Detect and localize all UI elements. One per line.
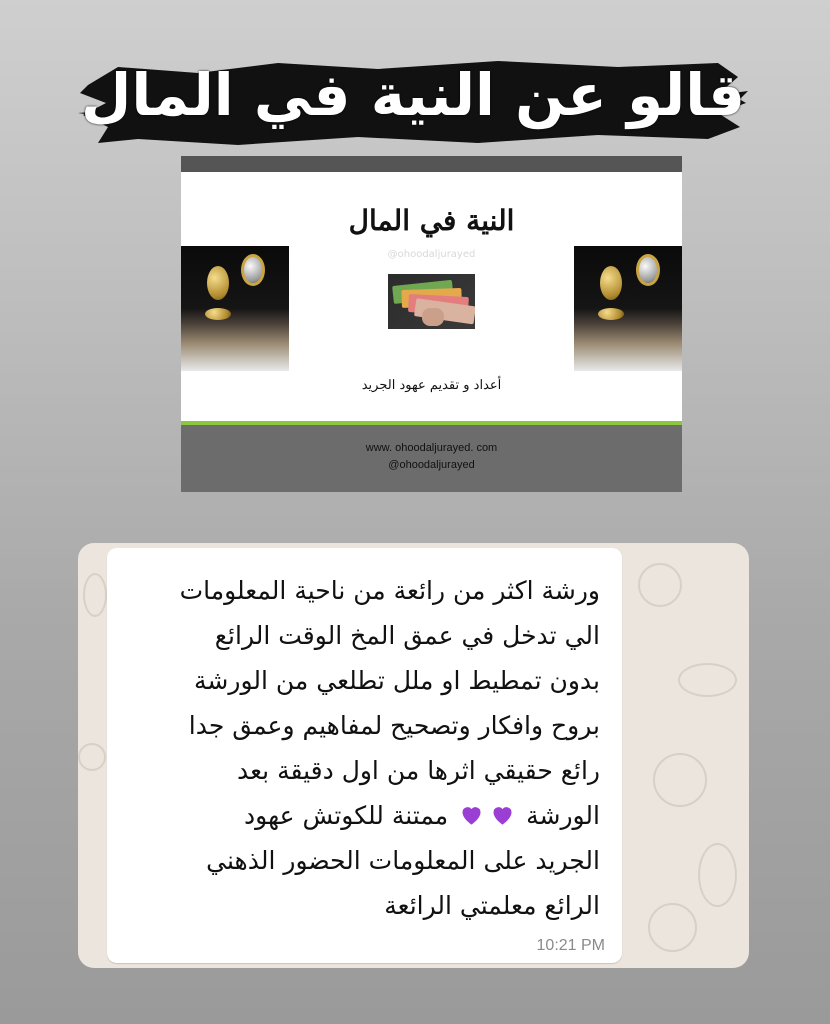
chat-screenshot (78, 543, 749, 968)
title-banner (78, 55, 748, 150)
message-line: الرائع معلمتي الرائعة (384, 891, 600, 920)
purple-heart-icon (489, 801, 516, 828)
message-bubble (107, 548, 622, 963)
message-line: الجريد على المعلومات الحضور الذهني (206, 846, 600, 875)
message-line: الورشة (526, 801, 600, 830)
message-line: ممتنة للكوتش عهود (244, 801, 449, 830)
purple-heart-icon (458, 801, 485, 828)
message-line: الي تدخل في عمق المخ الوقت الرائع (214, 621, 600, 650)
message-line-with-emoji (120, 793, 600, 838)
slide-handle: @ohoodaljurayed (388, 459, 475, 471)
page-title: قالو عن النية في المال (81, 61, 745, 129)
message-line: بدون تمطيط او ملل تطلعي من الورشة (194, 666, 600, 695)
money-image (388, 274, 475, 329)
message-timestamp: 10:21 PM (536, 937, 605, 954)
slide-top-bar (181, 156, 682, 172)
message-line: رائع حقيقي اثرها من اول دقيقة بعد (236, 756, 600, 785)
coins-image-right (574, 246, 682, 371)
message-text (120, 568, 600, 928)
presentation-slide (181, 156, 682, 492)
message-line: ورشة اكثر من رائعة من ناحية المعلومات (179, 576, 600, 605)
slide-watermark: @ohoodaljurayed (387, 249, 476, 260)
slide-website: www. ohoodaljurayed. com (365, 442, 498, 454)
slide-title: النية في المال (348, 204, 515, 237)
slide-footer (181, 425, 682, 492)
message-line: بروح وافكار وتصحيح لمفاهيم وعمق جدا (188, 711, 600, 740)
coins-image-left (181, 246, 289, 371)
slide-author: أعداد و تقديم عهود الجريد (361, 378, 502, 393)
